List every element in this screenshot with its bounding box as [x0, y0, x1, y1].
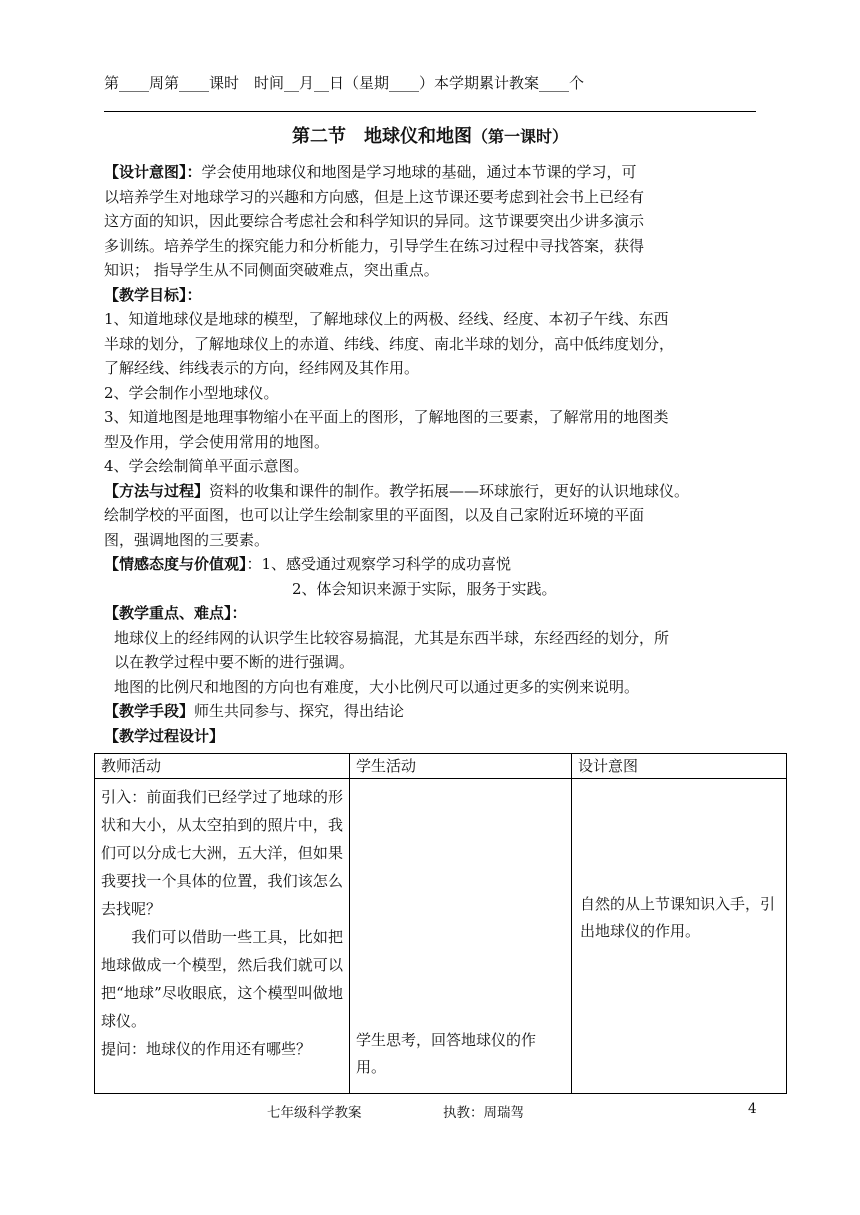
footer-course: 七年级科学教案 [267, 1105, 362, 1121]
teacher-paragraph: 引入：前面我们已经学过了地球的形状和大小，从太空拍到的照片中，我们可以分成七大洲，五大洋，但如果我要找一个具体的位置，我们该怎么去找呢？ [101, 788, 343, 918]
key-point-line: 以在教学过程中要不断的进行强调。 [114, 653, 355, 671]
teaching-goal-line: 半球的划分，了解地球仪上的赤道、纬线、纬度、南北半球的划分，高中低纬度划分， [104, 334, 675, 353]
method-process-line-1: 【方法与过程】资料的收集和课件的制作。教学拓展——环球旅行，更好的认识地球仪。 [104, 481, 690, 500]
header-student-activity: 学生活动 [350, 754, 572, 779]
method-process-line-3: 图，强调地图的三要素。 [104, 530, 270, 549]
teacher-paragraph: 我们可以借助一些工具，比如把地球做成一个模型，然后我们就可以把“地球”尽收眼底，这个模型叫做地球仪。 [101, 928, 343, 1030]
schedule-header: 第____周第____课时 时间__月__日（星期____）本学期累计教案____个 [104, 74, 585, 92]
design-intent-line-3: 这方面的知识，因此要综合考虑社会和科学知识的异同。这节课要突出少讲多演示 [104, 212, 645, 230]
teaching-goal-line: 1、知道地球仪是地球的模型，了解地球仪上的两极、经线、经度、本初子午线、东西 [104, 310, 669, 328]
header-teacher-activity: 教师活动 [95, 754, 350, 779]
footer-page-number: 4 [748, 1101, 757, 1117]
design-intent-line-2: 以培养学生对地球学习的兴趣和方向感，但是上这节课还要考虑到社会书上已经有 [104, 187, 645, 206]
teaching-goal-line: 2、学会制作小型地球仪。 [104, 383, 279, 402]
design-intent-label: 【设计意图】： [104, 163, 202, 181]
emotion-values-line-2: 2、体会知识来源于实际，服务于实践。 [292, 579, 557, 598]
teaching-means-line: 【教学手段】师生共同参与、探究，得出结论 [104, 702, 405, 720]
emotion-values-label: 【情感态度与价值观】 [104, 555, 247, 573]
student-activity-cell: 学生思考，回答地球仪的作用。 [350, 779, 572, 1094]
key-point-line: 地球仪上的经纬网的认识学生比较容易搞混，尤其是东西半球，东经西经的划分，所 [114, 628, 670, 647]
lesson-body [104, 160, 766, 748]
page-title [0, 122, 860, 148]
design-intent-line-1: 【设计意图】：学会使用地球仪和地图是学习地球的基础，通过本节课的学习，可 [104, 163, 637, 181]
teaching-goal-line: 4、学会绘制简单平面示意图。 [104, 457, 309, 475]
process-design-label: 【教学过程设计】 [104, 726, 225, 745]
footer-author: 执教：周瑞驾 [443, 1105, 524, 1121]
key-points-label: 【教学重点、难点】： [104, 604, 247, 622]
emotion-values-line-1: 【情感态度与价值观】：1、感受通过观察学习科学的成功喜悦 [104, 555, 512, 573]
teacher-activity-cell [95, 779, 350, 1094]
table-header-row [95, 754, 787, 779]
design-intent-line-4: 多训练。培养学生的探究能力和分析能力，引导学生在练习过程中寻找答案，获得 [104, 236, 645, 255]
key-point-line: 地图的比例尺和地图的方向也有难度，大小比例尺可以通过更多的实例来说明。 [114, 677, 640, 696]
teaching-process-table [94, 753, 787, 1094]
teaching-means-label: 【教学手段】 [104, 702, 195, 720]
title-sub: （第一课时） [471, 127, 568, 146]
teacher-paragraph: 提问：地球仪的作用还有哪些？ [101, 1040, 312, 1058]
teaching-goal-line: 型及作用，学会使用常用的地图。 [104, 432, 330, 451]
design-intent-cell: 自然的从上节课知识入手，引出地球仪的作用。 [572, 779, 787, 1094]
header-divider [104, 111, 756, 112]
header-design-intent: 设计意图 [572, 754, 787, 779]
method-process-line-2: 绘制学校的平面图，也可以让学生绘制家里的平面图，以及自己家附近环境的平面 [104, 506, 645, 524]
teaching-goal-line: 了解经线、纬线表示的方向，经纬网及其作用。 [104, 359, 420, 377]
title-main: 第二节 地球仪和地图 [291, 126, 472, 147]
method-process-label: 【方法与过程】 [104, 481, 210, 500]
table-row [95, 779, 787, 1094]
teaching-goals-label: 【教学目标】： [104, 285, 202, 304]
teaching-goal-line: 3、知道地图是地理事物缩小在平面上的图形，了解地图的三要素，了解常用的地图类 [104, 408, 669, 426]
design-intent-line-5: 知识； 指导学生从不同侧面突破难点，突出重点。 [104, 261, 439, 279]
